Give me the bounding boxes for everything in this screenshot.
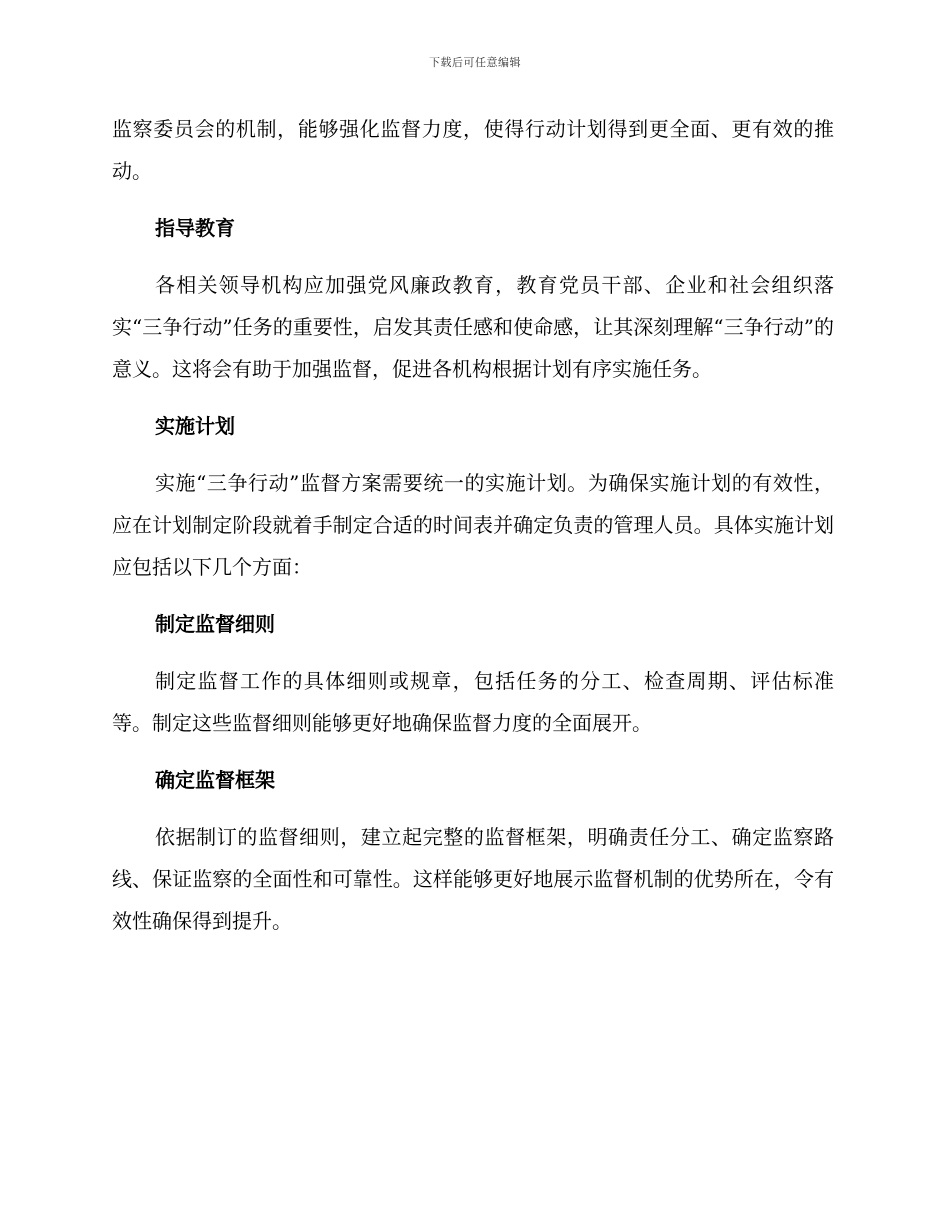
- section-heading-rules: 制定监督细则: [155, 612, 275, 636]
- guidance-paragraph: 各相关领导机构应加强党风廉政教育，教育党员干部、企业和社会组织落实“三争行动”任务的重要性，启发其责任感和使命感，让其深刻理解“三争行动”的意义。这将会有助于加强监督，促进各机构根据计划有序实施任务。: [112, 273, 834, 381]
- rules-paragraph: 制定监督工作的具体细则或规章，包括任务的分工、检查周期、评估标准等。制定这些监督细则能够更好地确保监督力度的全面展开。: [112, 669, 834, 735]
- document-body: [112, 108, 834, 957]
- section-heading-guidance: 指导教育: [155, 216, 235, 240]
- intro-paragraph: 监察委员会的机制，能够强化监督力度，使得行动计划得到更全面、更有效的推动。: [112, 117, 834, 183]
- framework-paragraph: 依据制订的监督细则，建立起完整的监督框架，明确责任分工、确定监察路线、保证监察的全面性和可靠性。这样能够更好地展示监督机制的优势所在，令有效性确保得到提升。: [112, 825, 834, 933]
- plan-paragraph: 实施“三争行动”监督方案需要统一的实施计划。为确保实施计划的有效性，应在计划制定阶段就着手制定合适的时间表并确定负责的管理人员。具体实施计划应包括以下几个方面：: [112, 471, 834, 579]
- section-heading-framework: 确定监督框架: [155, 768, 275, 792]
- section-heading-plan: 实施计划: [155, 414, 235, 438]
- page-header: 下载后可任意编辑: [429, 56, 521, 69]
